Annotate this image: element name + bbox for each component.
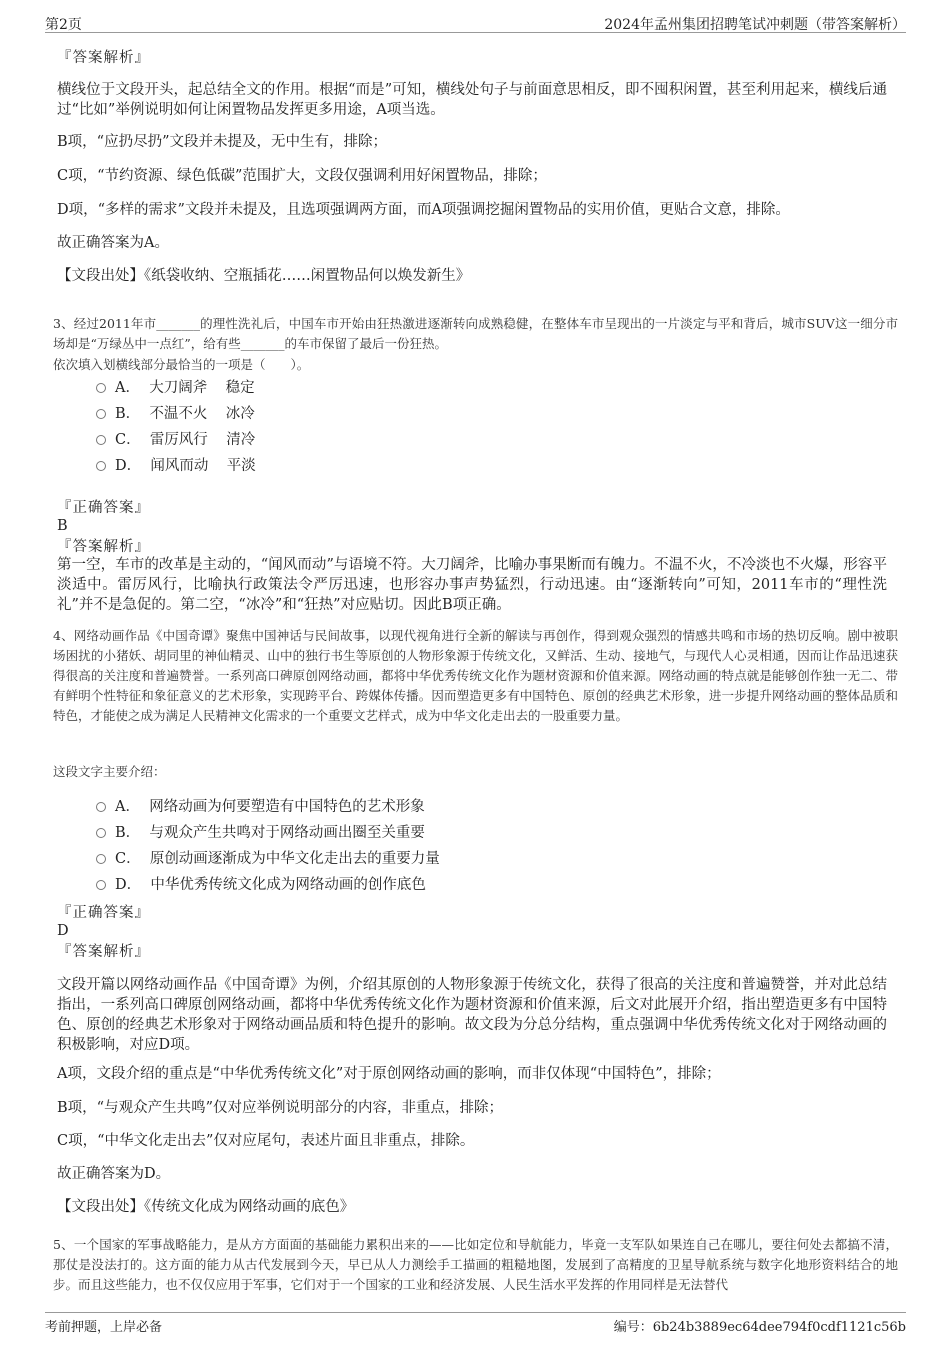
- q2-analysis-p4: D项，“多样的需求”文段并未提及，且选项强调两方面，而A项强调挖掘闲置物品的实用价值，更贴合文意，排除。: [57, 202, 790, 218]
- page-footer: [45, 1312, 906, 1335]
- q2-analysis-label: 『答案解析』: [57, 50, 150, 66]
- q2-analysis-p5: 故正确答案为A。: [57, 235, 169, 251]
- q4-analysis-p4: C项，“中华文化走出去”仅对应尾句，表述片面且非重点，排除。: [57, 1133, 475, 1149]
- document-title: 2024年孟州集团招聘笔试冲刺题（带答案解析）: [604, 17, 906, 33]
- q2-analysis-p1: 横线位于文段开头，起总结全文的作用。根据“而是”可知，横线处句子与前面意思相反，即不囤积闲置，甚至利用起来，横线后通过“比如”举例说明如何让闲置物品发挥更多用途，A项当选。: [57, 82, 887, 118]
- radio-icon[interactable]: [96, 854, 106, 864]
- q3-ask: 依次填入划横线部分最恰当的一项是（ ）。: [53, 357, 310, 372]
- q4-source: 【文段出处】《传统文化成为网络动画的底色》: [57, 1199, 355, 1215]
- radio-icon[interactable]: [96, 802, 106, 812]
- radio-icon[interactable]: [96, 461, 106, 471]
- q4-answer: D: [57, 923, 69, 939]
- q4-option-d[interactable]: D． 中华优秀传统文化成为网络动画的创作底色: [96, 875, 426, 895]
- q4-option-c[interactable]: C． 原创动画逐渐成为中华文化走出去的重要力量: [96, 849, 440, 869]
- q4-analysis-p2: A项，文段介绍的重点是“中华优秀传统文化”对于原创网络动画的影响，而非仅体现“中国特色”，排除；: [57, 1066, 721, 1082]
- radio-icon[interactable]: [96, 880, 106, 890]
- q4-answer-label: 『正确答案』: [57, 905, 150, 921]
- q4-analysis-p1: 文段开篇以网络动画作品《中国奇谭》为例，介绍其原创的人物形象源于传统文化，获得了很高的关注度和普遍赞誉，并对此总结指出，一系列高口碑原创网络动画，都将中华优秀传统文化作为题材资源和价值来源，后文对此展开介绍，指出塑造更多有中国特色、原创的经典艺术形象对于网络动画品质和特色提升的影响。故文段为分总分结构，重点强调中华优秀传统文化对于网络动画的积极影响，对应D项。: [57, 977, 887, 1053]
- q5-stem: 5、一个国家的军事战略能力，是从方方面面的基础能力累积出来的——比如定位和导航能力，毕竟一支军队如果连自己在哪儿，要往何处去都搞不清，那仗是没法打的。这方面的能力从古代发展到今天，早已从人力测绘手工描画的粗糙地图，发展到了高精度的卫星导航系统与数字化地形资料结合的地步。而且这些能力，也不仅仅应用于军事，它们对于一个国家的工业和经济发展、人民生活水平发挥的作用同样是无法替代: [53, 1237, 898, 1292]
- radio-icon[interactable]: [96, 828, 106, 838]
- q3-option-a[interactable]: A． 大刀阔斧 稳定: [96, 378, 255, 398]
- q3-answer: B: [57, 518, 68, 534]
- q3-option-d[interactable]: D． 闻风而动 平淡: [96, 456, 256, 476]
- q3-stem: 3、经过2011年市_______的理性洗礼后，中国车市开始由狂热激进逐渐转向成熟稳健，在整体车市呈现出的一片淡定与平和背后，城市SUV这一细分市场却是“万绿丛中一点红”，给有些_______的车市保留了最后一份狂热。: [53, 316, 898, 351]
- q2-analysis-p2: B项，“应扔尽扔”文段并未提及，无中生有，排除；: [57, 134, 387, 150]
- q4-option-a[interactable]: A． 网络动画为何要塑造有中国特色的艺术形象: [96, 797, 425, 817]
- q3-analysis-label: 『答案解析』: [57, 539, 150, 555]
- radio-icon[interactable]: [96, 435, 106, 445]
- q3-analysis: 第一空，车市的改革是主动的，“闻风而动”与语境不符。大刀阔斧，比喻办事果断而有魄力。不温不火，不冷淡也不火爆，形容平淡适中。雷厉风行，比喻执行政策法令严厉迅速，也形容办事声势猛烈，行动迅速。由“逐渐转向”可知，2011车市的“理性洗礼”并不是急促的。第二空，“冰冷”和“狂热”对应贴切。因此B项正确。: [57, 557, 887, 613]
- q2-analysis-p3: C项，“节约资源、绿色低碳”范围扩大，文段仅强调利用好闲置物品，排除；: [57, 168, 547, 184]
- q2-source: 【文段出处】《纸袋收纳、空瓶插花……闲置物品何以焕发新生》: [57, 268, 471, 284]
- document-id: 编号：6b24b3889ec64dee794f0cdf1121c56b: [613, 1320, 906, 1335]
- q4-ask: 这段文字主要介绍：: [53, 764, 166, 779]
- q3-answer-label: 『正确答案』: [57, 500, 150, 516]
- q3-option-b[interactable]: B． 不温不火 冰冷: [96, 404, 255, 424]
- q4-analysis-label: 『答案解析』: [57, 944, 150, 960]
- q3-option-c[interactable]: C． 雷厉风行 清冷: [96, 430, 255, 450]
- q4-option-b[interactable]: B． 与观众产生共鸣对于网络动画出圈至关重要: [96, 823, 425, 843]
- page-header: [45, 12, 906, 33]
- q4-stem: 4、网络动画作品《中国奇谭》聚焦中国神话与民间故事，以现代视角进行全新的解读与再创作，得到观众强烈的情感共鸣和市场的热切反响。剧中被职场困扰的小猪妖、胡同里的神仙精灵、山中的独行书生等原创的人物形象源于传统文化，又鲜活、生动、接地气，与现代人心灵相通，因而让作品迅速获得很高的关注度和普遍赞誉。一系列高口碑原创网络动画，都将中华优秀传统文化作为题材资源和价值来源。网络动画的特点就是能够创作独一无二、带有鲜明个性特征和象征意义的艺术形象，实现跨平台、跨媒体传播。因而塑造更多有中国特色、原创的经典艺术形象，进一步提升网络动画的整体品质和特色，才能使之成为满足人民精神文化需求的一个重要文艺样式，成为中华文化走出去的一股重要力量。: [53, 628, 898, 723]
- q4-analysis-p5: 故正确答案为D。: [57, 1166, 171, 1182]
- radio-icon[interactable]: [96, 383, 106, 393]
- radio-icon[interactable]: [96, 409, 106, 419]
- q4-analysis-p3: B项，“与观众产生共鸣”仅对应举例说明部分的内容，非重点，排除；: [57, 1100, 503, 1116]
- page-number: 第2页: [45, 17, 82, 33]
- footer-slogan: 考前押题，上岸必备: [45, 1320, 163, 1335]
